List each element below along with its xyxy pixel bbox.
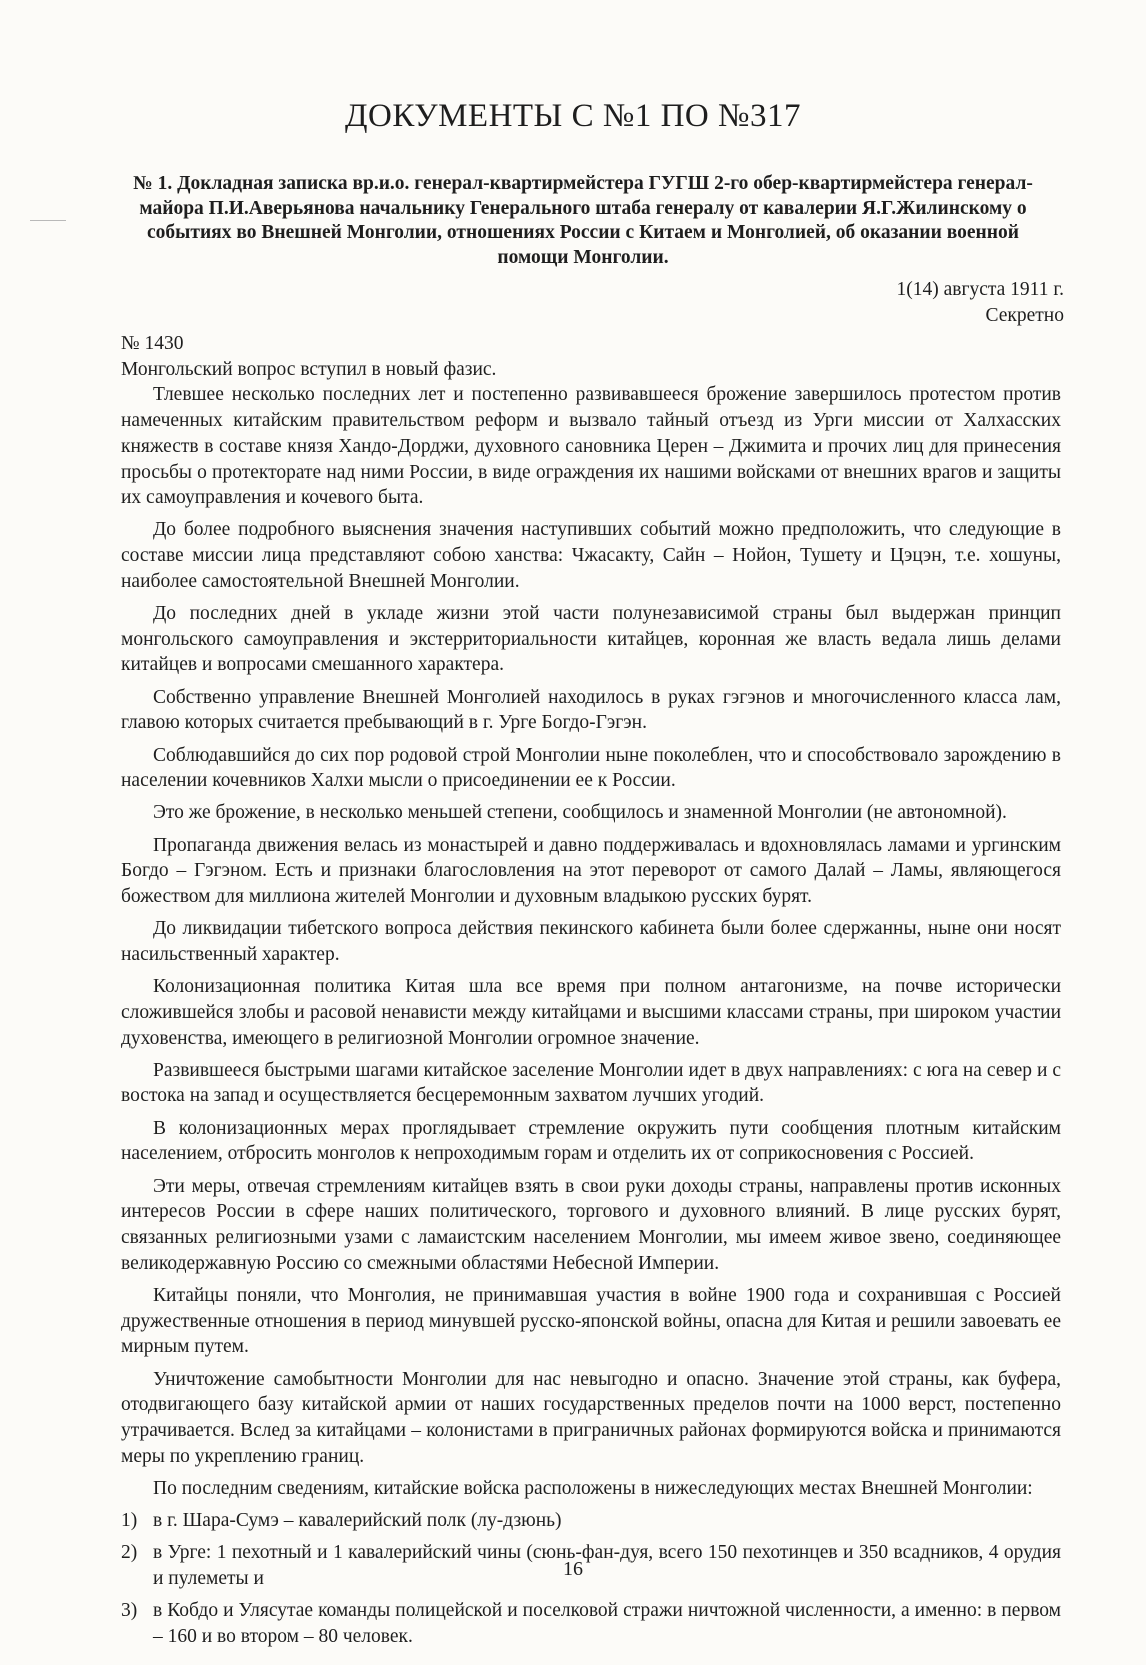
list-item-number: 1) bbox=[121, 1510, 138, 1532]
paragraph: Уничтожение самобытности Монголии для нас невыгодно и опасно. Значение этой страны, как буфера, отодвигающего базу китайской армии от наших государственных пределов почти на 1000 верст, постепенно утрачивается. Вслед за китайцами – колонистами в приграничных районах формируются войска и принимаются меры по укреплению границ. bbox=[121, 1368, 1061, 1467]
classification-label: Секретно bbox=[985, 305, 1064, 326]
paragraph: Пропаганда движения велась из монастырей и давно поддерживалась и вдохновлялась ламами и ургинским Богдо – Гэгэном. Есть и признаки благословления на этот переворот от самого Далай – Ламы, являющегося божеством для миллиона жителей Монголии и духовным владыкою русских бурят. bbox=[121, 834, 1061, 908]
paragraph: Соблюдавшийся до сих пор родовой строй Монголии ныне поколеблен, что и способствовало зарождению в населении кочевников Халхи мысли о присоединении ее к России. bbox=[121, 744, 1061, 792]
paragraph: Собственно управление Внешней Монголией находилось в руках гэгэнов и многочисленного класса лам, главою которых считается пребывающий в г. Урге Богдо-Гэгэн. bbox=[121, 686, 1061, 734]
list-item-number: 3) bbox=[121, 1600, 138, 1622]
list-item-text: в Кобдо и Улясутае команды полицейской и поселковой стражи ничтожной численности, а именно: в первом – 160 и во втором – 80 человек. bbox=[153, 1600, 1061, 1647]
list-item bbox=[121, 1508, 1061, 1534]
list-item bbox=[121, 1598, 1061, 1649]
page-number: 16 bbox=[563, 1558, 583, 1580]
paragraph: Развившееся быстрыми шагами китайское заселение Монголии идет в двух направлениях: с юга на север и с востока на запад и осуществляется бесцеремонным захватом лучших угодий. bbox=[121, 1059, 1061, 1107]
document-date: 1(14) августа 1911 г. bbox=[896, 279, 1064, 300]
paragraph: Эти меры, отвечая стремлениям китайцев взять в свои руки доходы страны, направлены против исконных интересов России в сфере наших политического, торгового и духовного влияний. В лице русских бурят, связанных религиозными узами с ламаистским населением Монголии, мы имеем живое звено, соединяющее великодержавную Россию со смежными областями Небесной Империи. bbox=[121, 1175, 1061, 1274]
scan-mark bbox=[30, 220, 66, 221]
document-heading: № 1. Докладная записка вр.и.о. генерал-квартирмейстера ГУГШ 2-го обер-квартирмейстера генерал-майора П.И.Аверьянова начальнику Генерального штаба генералу от кавалерии Я.Г.Жилинскому о событиях во Внешней Монголии, отношениях России с Китаем и Монголией, об оказании военной помощи Монголии. bbox=[133, 173, 1033, 268]
list-item-number: 2) bbox=[121, 1542, 138, 1564]
paragraph: Тлевшее несколько последних лет и постепенно развивавшееся брожение завершилось протестом против намеченных китайским правительством реформ и вызвало тайный отъезд из Урги миссии от Халхасских княжеств в составе князя Хандо-Дорджи, духовного сановника Церен – Джимита и прочих лиц для принесения просьбы о протекторате над ними России, в виде ограждения их нашими войсками от внешних врагов и защиты их самоуправления и кочевого быта. bbox=[121, 384, 1061, 509]
paragraph: Это же брожение, в несколько меньшей степени, сообщилось и знаменной Монголии (не автономной). bbox=[153, 802, 1007, 824]
paragraph: До ликвидации тибетского вопроса действия пекинского кабинета были более сдержанны, ныне они носят насильственный характер. bbox=[121, 918, 1061, 965]
document-body bbox=[121, 331, 1061, 1656]
paragraph: Китайцы поняли, что Монголия, не принимавшая участия в войне 1900 года и сохранившая с Россией дружественные отношения в период минувшей русско-японской войны, опасна для Китая и решили завоевать ее мирным путем. bbox=[121, 1284, 1061, 1358]
paragraph: До более подробного выяснения значения наступивших событий можно предположить, что следующие в составе миссии лица представляют собою ханства: Чжасакту, Сайн – Нойон, Тушету и Цэцэн, т.е. хошуны, наиболее самостоятельной Внешней Монголии. bbox=[121, 519, 1061, 592]
page-title: ДОКУМЕНТЫ С №1 ПО №317 bbox=[345, 98, 801, 134]
paragraph: В колонизационных мерах проглядывает стремление окружить пути сообщения плотным китайским населением, отбросить монголов к непроходимым горам и отделить их от соприкосновения с Россией. bbox=[121, 1117, 1061, 1165]
list-item-text: в Урге: 1 пехотный и 1 кавалерийский чины (сюнь-фан-дуя, всего 150 пехотинцев и 350 всадников, 4 орудия и пулеметы и bbox=[153, 1542, 1061, 1589]
paragraph: По последним сведениям, китайские войска расположены в нижеследующих местах Внешней Монголии: bbox=[153, 1477, 1033, 1499]
paragraph: Колонизационная политика Китая шла все время при полном антагонизме, на почве исторически сложившейся злобы и расовой ненависти между китайцами и высшими классами страны, при широком участии духовенства, имеющего в религиозной Монголии огромное значение. bbox=[121, 976, 1061, 1049]
list-item-text: в г. Шара-Сумэ – кавалерийский полк (лу-дзюнь) bbox=[153, 1510, 562, 1532]
paragraph: Монгольский вопрос вступил в новый фазис. bbox=[121, 358, 497, 380]
paragraph: До последних дней в укладе жизни этой части полунезависимой страны был выдержан принцип монгольского самоуправления и экстерриториальности китайцев, коронная же власть ведала лишь делами китайцев и вопросами смешанного характера. bbox=[121, 603, 1061, 676]
date-block bbox=[664, 277, 1064, 329]
document-number: № 1430 bbox=[121, 333, 184, 354]
